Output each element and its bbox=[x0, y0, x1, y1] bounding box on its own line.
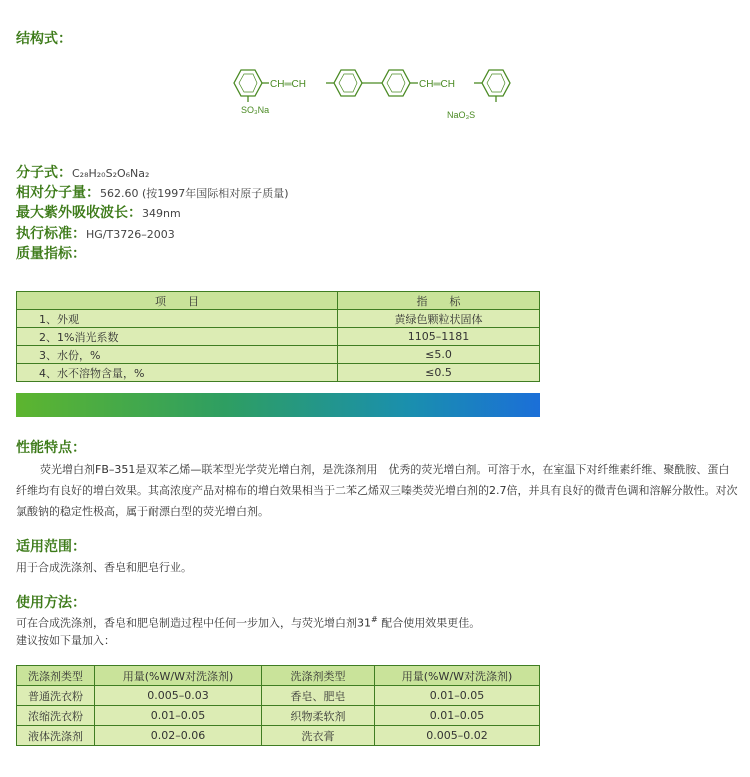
table-row bbox=[17, 346, 540, 364]
usage-cell: 普通洗衣粉 bbox=[17, 686, 95, 706]
vinylene-label-left: CH═CH bbox=[270, 79, 306, 90]
table-row bbox=[17, 328, 540, 346]
usage-cell: 浓缩洗衣粉 bbox=[17, 706, 95, 726]
mass-value: 562.60 (按1997年国际相对原子质量) bbox=[100, 187, 289, 200]
vinylene-label-right: CH═CH bbox=[419, 79, 455, 90]
standard-label: 执行标准： bbox=[16, 226, 86, 242]
formula-line bbox=[16, 165, 149, 182]
usage-cell: 0.01–0.05 bbox=[95, 706, 262, 726]
usage-heading: 使用方法： bbox=[16, 595, 86, 611]
usage-header-type-2: 洗涤剂类型 bbox=[262, 666, 375, 686]
quality-header-item: 项 目 bbox=[17, 292, 338, 310]
quality-spec: ≤0.5 bbox=[338, 364, 540, 382]
table-row bbox=[17, 726, 540, 746]
quality-spec: 1105–1181 bbox=[338, 328, 540, 346]
quality-item: 3、水份，% bbox=[17, 346, 338, 364]
uv-value: 349nm bbox=[142, 207, 181, 220]
quality-item: 2、1%消光系数 bbox=[17, 328, 338, 346]
table-row bbox=[17, 364, 540, 382]
quality-line bbox=[16, 246, 86, 263]
scope-heading: 适用范围： bbox=[16, 539, 86, 555]
usage-cell: 织物柔软剂 bbox=[262, 706, 375, 726]
formula-label: 分子式： bbox=[16, 165, 72, 181]
usage-table bbox=[16, 665, 540, 746]
quality-item: 1、外观 bbox=[17, 310, 338, 328]
usage-cell: 0.01–0.05 bbox=[375, 706, 540, 726]
table-row bbox=[17, 706, 540, 726]
gradient-divider-bar bbox=[16, 393, 540, 417]
features-paragraph: 荧光增白剂FB–351是双苯乙烯—联苯型光学荧光增白剂，是洗涤剂用 优秀的荧光增白剂。可溶于水，在室温下对纤维素纤维、聚酰胺、蛋白纤维均有良好的增白效果。其高浓度产品对棉布的增白效果相当于二苯乙烯双三嗪类荧光增白剂的2.7倍，并具有良好的微青色调和溶解分散性。对次氯酸钠的稳定性极高，属于耐漂白型的荧光增白剂。 bbox=[16, 463, 738, 518]
features-heading: 性能特点： bbox=[16, 440, 86, 456]
standard-line bbox=[16, 226, 175, 243]
usage-cell: 0.005–0.02 bbox=[375, 726, 540, 746]
usage-cell: 0.005–0.03 bbox=[95, 686, 262, 706]
table-row bbox=[17, 310, 540, 328]
structural-formula-diagram bbox=[225, 62, 525, 122]
sulfonate-label-right: NaO₃S bbox=[447, 110, 476, 120]
mass-line bbox=[16, 185, 289, 202]
quality-header-spec: 指 标 bbox=[338, 292, 540, 310]
usage-cell: 0.01–0.05 bbox=[375, 686, 540, 706]
table-row bbox=[17, 686, 540, 706]
usage-table-header bbox=[17, 666, 540, 686]
formula-value: C₂₈H₂₀S₂O₆Na₂ bbox=[72, 167, 150, 180]
sulfonate-label-left: SO₃Na bbox=[241, 105, 270, 115]
usage-cell: 香皂、肥皂 bbox=[262, 686, 375, 706]
usage-header-dose-1: 用量(%W/W对洗涤剂) bbox=[95, 666, 262, 686]
structure-heading: 结构式： bbox=[16, 31, 72, 47]
uv-label: 最大紫外吸收波长： bbox=[16, 205, 142, 221]
usage-line1-sup: # bbox=[371, 615, 378, 624]
quality-label: 质量指标： bbox=[16, 246, 86, 262]
usage-header-dose-2: 用量(%W/W对洗涤剂) bbox=[375, 666, 540, 686]
standard-value: HG/T3726–2003 bbox=[86, 228, 175, 241]
usage-line2: 建议按如下量加入： bbox=[16, 633, 115, 647]
quality-spec: ≤5.0 bbox=[338, 346, 540, 364]
uv-line bbox=[16, 205, 181, 222]
scope-paragraph: 用于合成洗涤剂、香皂和肥皂行业。 bbox=[16, 561, 192, 574]
quality-spec: 黄绿色颗粒状固体 bbox=[338, 310, 540, 328]
usage-paragraph bbox=[16, 611, 738, 649]
usage-line1: 可在合成洗涤剂，香皂和肥皂制造过程中任何一步加入，与荧光增白剂31 bbox=[16, 616, 371, 630]
quality-table-header bbox=[17, 292, 540, 310]
usage-cell: 洗衣膏 bbox=[262, 726, 375, 746]
mass-label: 相对分子量： bbox=[16, 185, 100, 201]
usage-cell: 0.02–0.06 bbox=[95, 726, 262, 746]
usage-cell: 液体洗涤剂 bbox=[17, 726, 95, 746]
quality-table bbox=[16, 291, 540, 382]
usage-header-type-1: 洗涤剂类型 bbox=[17, 666, 95, 686]
quality-item: 4、水不溶物含量，% bbox=[17, 364, 338, 382]
usage-line1-end: 配合使用效果更佳。 bbox=[381, 616, 481, 630]
